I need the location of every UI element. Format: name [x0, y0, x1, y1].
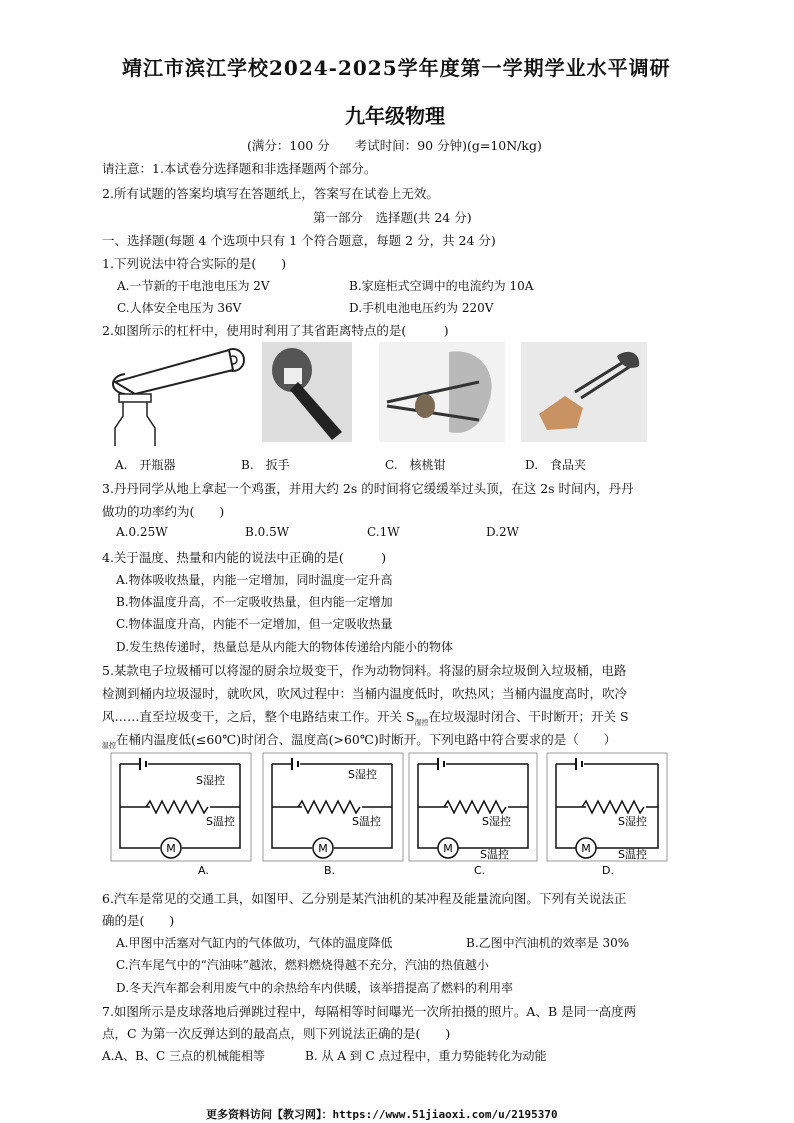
bottle-opener-figure — [105, 342, 247, 446]
svg-text:M: M — [443, 842, 453, 855]
q1-option-b: B.家庭柜式空调中的电流约为 10A — [349, 279, 534, 293]
q1-option-d: D.手机电池电压约为 220V — [349, 301, 494, 315]
wrench-figure — [262, 342, 352, 442]
q1-stem: 1.下列说法中符合实际的是( ) — [102, 256, 287, 271]
subject-title: 九年级物理 — [345, 104, 445, 128]
q6-stem-line2: 确的是( ) — [102, 913, 175, 928]
circuit-d — [547, 753, 667, 861]
q2-option-b: B. 扳手 — [241, 458, 290, 472]
q2-option-c: C. 核桃钳 — [385, 458, 446, 472]
circuit-b — [263, 753, 403, 861]
svg-text:M: M — [581, 842, 591, 855]
circuit-a-label: A. — [198, 864, 209, 877]
q6-option-d: D.冬天汽车都会利用废气中的余热给车内供暖，该举措提高了燃料的利用率 — [116, 981, 514, 995]
circuit-a — [111, 753, 251, 861]
exam-title: 靖江市滨江学校2024-2025学年度第一学期学业水平调研 — [122, 56, 671, 80]
q4-option-c: C.物体温度升高，内能不一定增加，但一定吸收热量 — [116, 617, 393, 631]
q5-circuits — [110, 752, 670, 878]
q2-stem: 2.如图所示的杠杆中，使用时利用了其省距离特点的是( ) — [102, 323, 449, 338]
svg-text:S湿控: S湿控 — [196, 774, 225, 787]
circuit-c — [409, 753, 537, 861]
svg-text:S温控: S温控 — [206, 815, 235, 828]
q4-option-d: D.发生热传递时，热量总是从内能大的物体传递给内能小的物体 — [116, 640, 454, 654]
q5-stem-line2: 检测到桶内垃圾湿时，就吹风，吹风过程中：当桶内温度低时，吹热风；当桶内温度高时，吹冷 — [102, 686, 628, 701]
svg-text:M: M — [166, 842, 176, 855]
q3-option-b: B.0.5W — [245, 525, 290, 539]
q2-option-a: A. 开瓶器 — [115, 458, 176, 472]
svg-text:S温控: S温控 — [480, 848, 509, 861]
q1-option-c: C.人体安全电压为 36V — [117, 301, 242, 315]
q7-option-a: A.A、B、C 三点的机械能相等 — [102, 1049, 265, 1063]
q7-stem-line1: 7.如图所示是皮球落地后弹跳过程中，每隔相等时间曝光一次所拍摄的照片。A、B 是同一高度两 — [102, 1004, 637, 1019]
note-1: 请注意：1.本试卷分选择题和非选择题两个部分。 — [102, 161, 377, 176]
footer-link[interactable]: 更多资料访问【教习网】：https://www.51jiaoxi.com/u/2195370 — [206, 1108, 558, 1121]
svg-text:S湿控: S湿控 — [482, 815, 511, 828]
q4-option-a: A.物体吸收热量，内能一定增加，同时温度一定升高 — [116, 573, 393, 587]
q5-stem-line3: 风……直至垃圾变干，之后，整个电路结束工作。开关 $S_{湿控}$在垃圾湿时闭合、干时断开；开关 S — [102, 709, 629, 727]
q6-option-b: B.乙图中汽油机的效率是 30% — [466, 936, 630, 950]
q6-stem-line1: 6.汽车是常见的交通工具，如图甲、乙分别是某汽油机的某冲程及能量流向图。下列有关说法正 — [102, 891, 627, 906]
q7-option-b: B. 从 A 到 C 点过程中，重力势能转化为动能 — [305, 1049, 547, 1063]
q3-option-d: D.2W — [486, 525, 519, 539]
food-tongs-figure — [521, 342, 647, 442]
circuit-c-label: C. — [474, 864, 486, 877]
q4-stem: 4.关于温度、热量和内能的说法中正确的是( ) — [102, 550, 387, 565]
q3-stem-line1: 3.丹丹同学从地上拿起一个鸡蛋，并用大约 2s 的时间将它缓缓举过头顶，在这 2s 时间内，丹丹 — [102, 481, 634, 496]
svg-text:M: M — [318, 842, 328, 855]
svg-text:S温控: S温控 — [618, 848, 647, 861]
q3-option-a: A.0.25W — [116, 525, 168, 539]
q5-stem-line1: 5.某款电子垃圾桶可以将湿的厨余垃圾变干，作为动物饲料。将湿的厨余垃圾倒入垃圾桶，电路 — [102, 663, 627, 678]
q3-option-c: C.1W — [367, 525, 400, 539]
q6-option-c: C.汽车尾气中的“汽油味”越浓，燃料燃烧得越不充分，汽油的热值越小 — [116, 958, 489, 972]
nutcracker-figure — [379, 342, 505, 442]
note-2: 2.所有试题的答案均填写在答题纸上，答案写在试卷上无效。 — [102, 186, 439, 201]
section-instructions: 一、选择题(每题 4 个选项中只有 1 个符合题意，每题 2 分，共 24 分) — [102, 233, 496, 248]
exam-meta: (满分：100 分 考试时间：90 分钟)(g=10N/kg) — [247, 138, 542, 153]
part-heading: 第一部分 选择题(共 24 分) — [313, 210, 472, 225]
q5-stem-line4: $_{温控}$在桶内温度低(≤60℃)时闭合、温度高(>60℃)时断开。下列电路中符合要求的是（ ） — [102, 732, 617, 750]
svg-text:S温控: S温控 — [352, 815, 381, 828]
q4-option-b: B.物体温度升高，不一定吸收热量，但内能一定增加 — [116, 595, 393, 609]
q7-stem-line2: 点，C 为第一次反弹达到的最高点，则下列说法正确的是( ) — [102, 1026, 451, 1041]
circuit-b-label: B. — [324, 864, 336, 877]
svg-text:S湿控: S湿控 — [618, 815, 647, 828]
q1-option-a: A.一节新的干电池电压为 2V — [117, 279, 270, 293]
q3-stem-line2: 做功的功率约为( ) — [102, 504, 225, 519]
svg-text:S湿控: S湿控 — [348, 768, 377, 781]
q2-option-d: D. 食品夹 — [525, 458, 587, 472]
q6-option-a: A.甲图中活塞对气缸内的气体做功，气体的温度降低 — [116, 936, 393, 950]
circuit-d-label: D. — [602, 864, 614, 877]
